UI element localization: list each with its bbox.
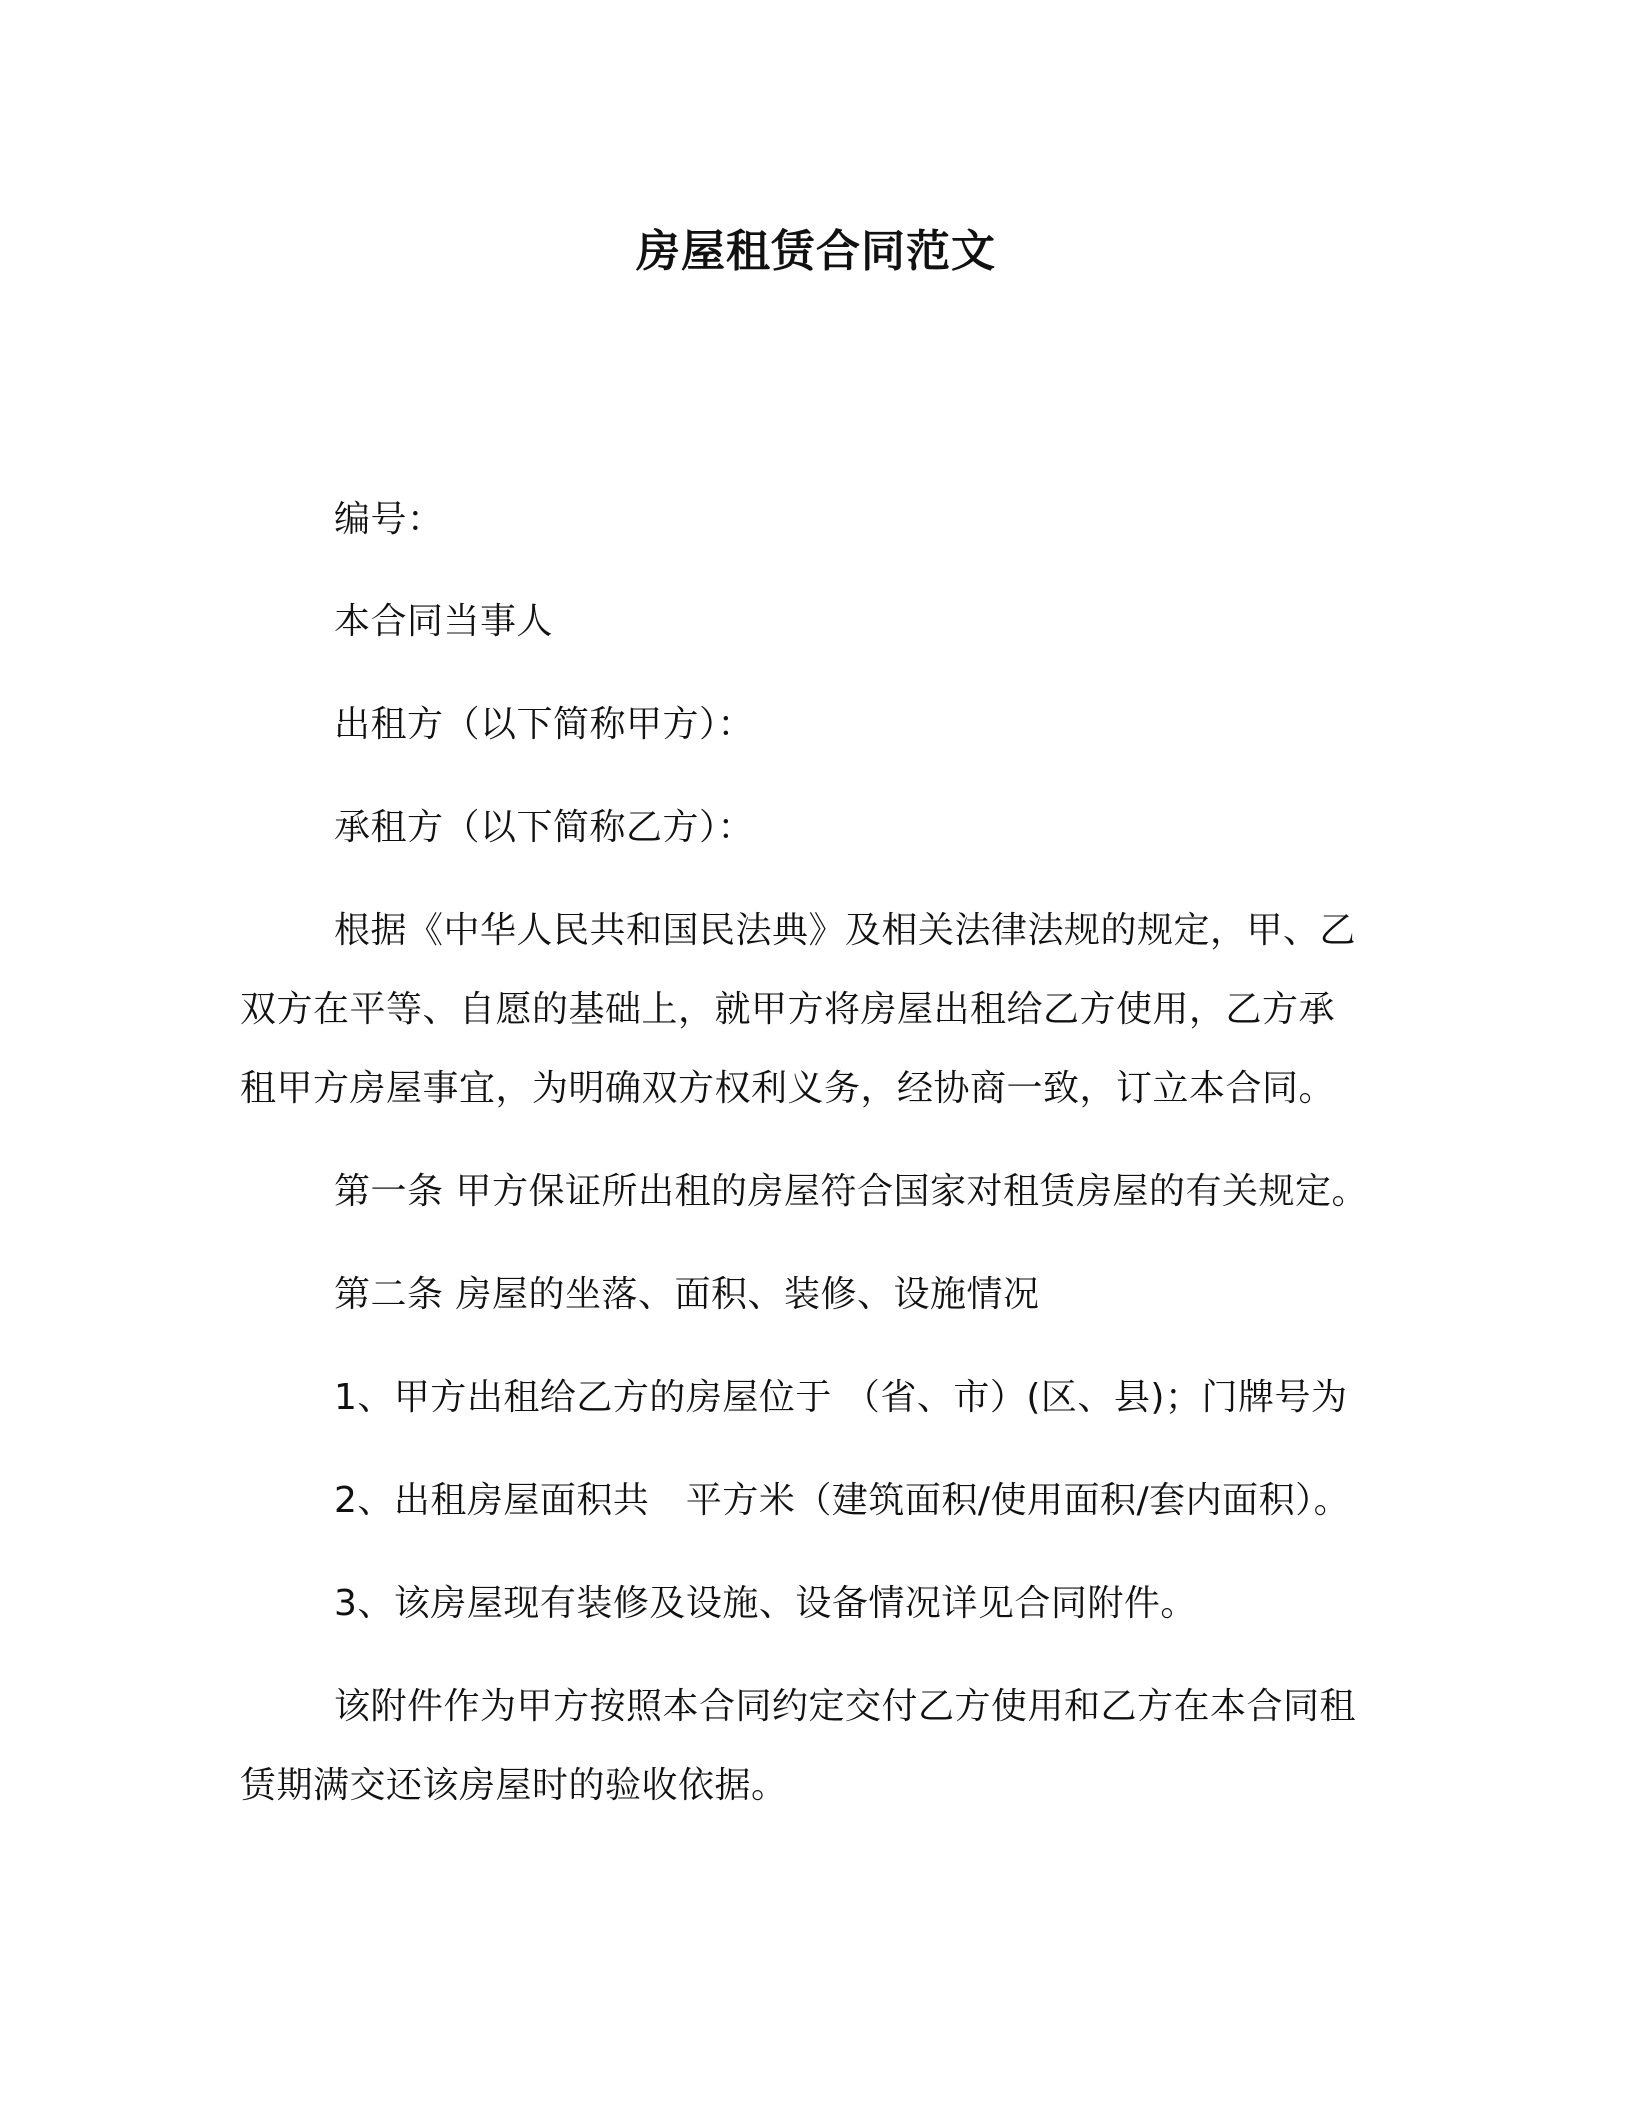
preamble-line-3: 租甲方房屋事宜，为明确双方权利义务，经协商一致，订立本合同。 [240,1068,1336,1109]
annex-note-line-2: 赁期满交还该房屋时的验收依据。 [240,1765,788,1806]
article-2-heading: 第二条 房屋的坐落、面积、装修、设施情况 [334,1274,1040,1315]
contract-number-label: 编号： [334,499,444,540]
preamble-line-1: 根据《中华人民共和国民法典》及相关法律法规的规定，甲、乙 [334,910,1357,951]
lessor-label: 出租方（以下简称甲方）： [334,704,755,745]
preamble-line-2: 双方在平等、自愿的基础上，就甲方将房屋出租给乙方使用，乙方承 [240,989,1336,1030]
clause-2-2: 2、出租房屋面积共 平方米（建筑面积/使用面积/套内面积）。 [334,1480,1351,1521]
annex-note-line-1: 该附件作为甲方按照本合同约定交付乙方使用和乙方在本合同租 [334,1686,1357,1727]
article-1: 第一条 甲方保证所出租的房屋符合国家对租赁房屋的有关规定。 [334,1171,1368,1212]
lessee-label: 承租方（以下简称乙方）： [334,807,755,848]
document-title: 房屋租赁合同范文 [636,226,996,277]
clause-2-3: 3、该房屋现有装修及设施、设备情况详见合同附件。 [334,1583,1197,1624]
parties-heading: 本合同当事人 [334,601,554,642]
clause-2-1: 1、甲方出租给乙方的房屋位于 （省、市）(区、县)；门牌号为 [334,1377,1348,1418]
